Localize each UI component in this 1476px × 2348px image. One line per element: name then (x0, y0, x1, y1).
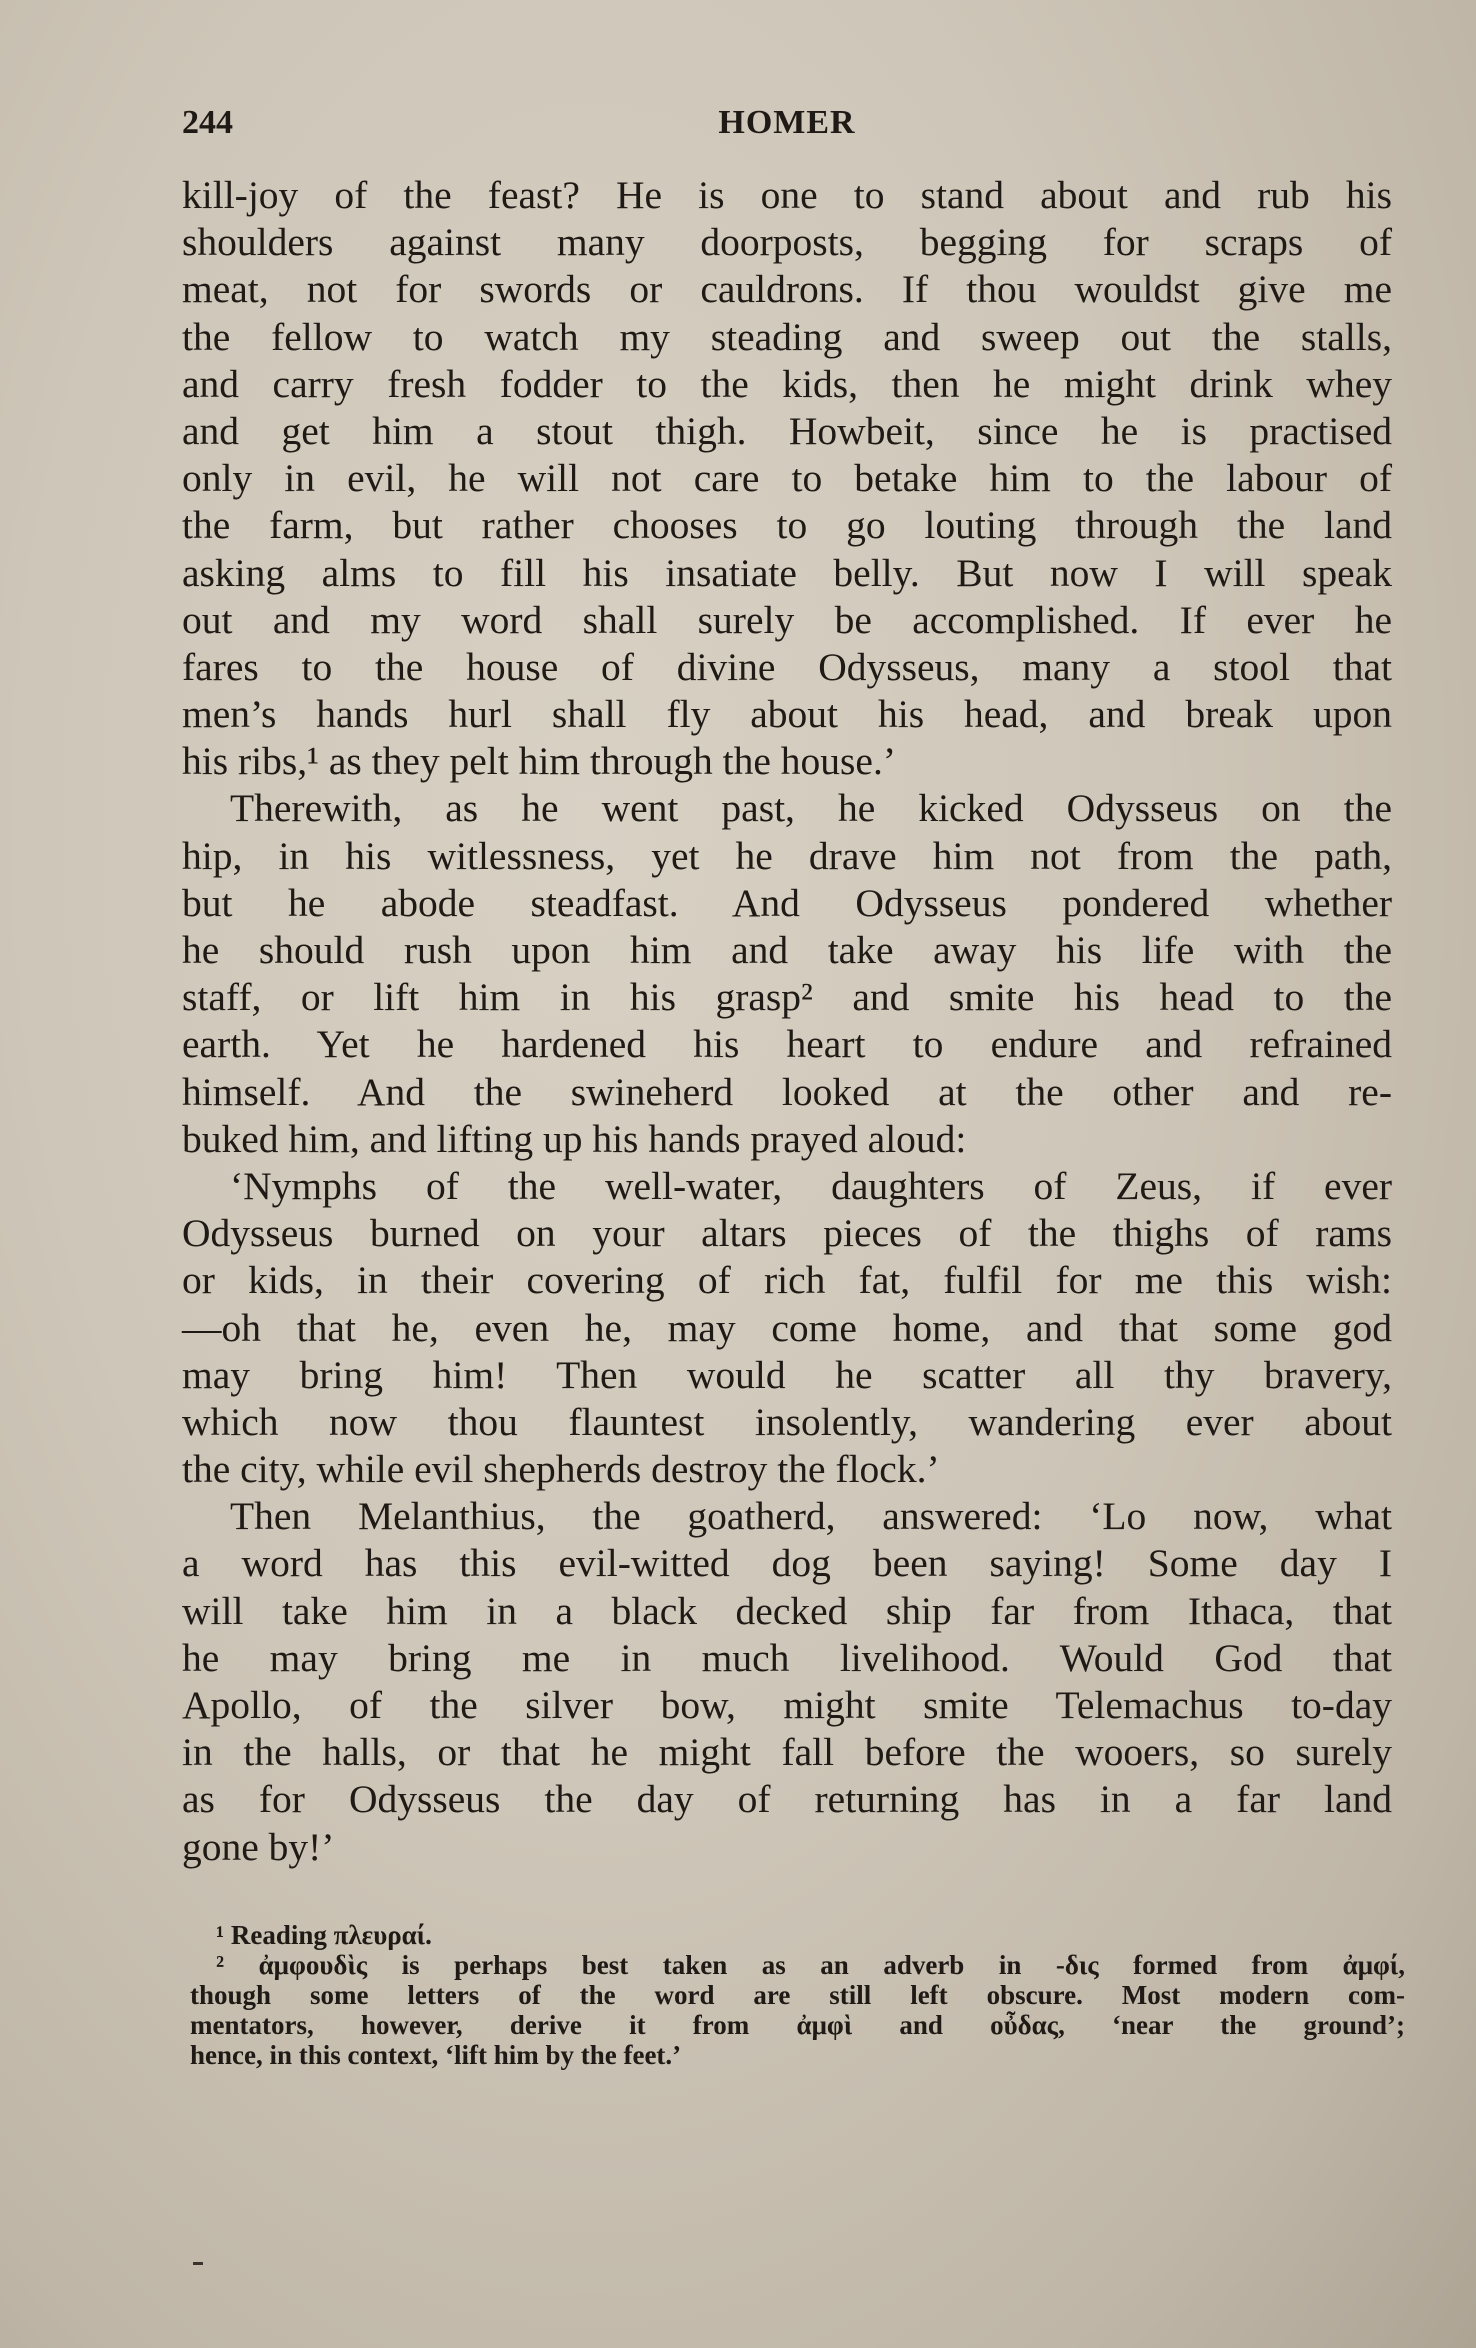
text-line: asking alms to fill his insatiate belly. But now I will speak (182, 550, 1392, 595)
footnote-line: ¹ Reading πλευραί. (216, 1920, 432, 1950)
text-line: himself. And the swineherd looked at the other and re- (182, 1069, 1392, 1114)
print-mark (193, 2262, 203, 2265)
footnote-line: hence, in this context, ‘lift him by the feet.’ (190, 2040, 682, 2070)
text-line: as for Odysseus the day of returning has in a far land (182, 1777, 1392, 1822)
text-line: —oh that he, even he, may come home, and that some god (182, 1305, 1392, 1350)
page-header (182, 104, 1392, 156)
text-line: his ribs,¹ as they pelt him through the house.’ (182, 739, 896, 784)
text-line: Odysseus burned on your altars pieces of the thighs of rams (182, 1211, 1392, 1256)
text-line: he may bring me in much livelihood. Would God that (182, 1635, 1392, 1680)
text-line: only in evil, he will not care to betake him to the labour of (182, 456, 1392, 501)
running-head: HOMER (718, 104, 856, 141)
text-line: ‘Nymphs of the well-water, daughters of Zeus, if ever (230, 1163, 1392, 1208)
text-line: Therewith, as he went past, he kicked Odysseus on the (230, 786, 1392, 831)
text-line: hip, in his witlessness, yet he drave him not from the path, (182, 833, 1392, 878)
text-line: will take him in a black decked ship far from Ithaca, that (182, 1588, 1392, 1633)
text-line: men’s hands hurl shall fly about his head, and break upon (182, 692, 1392, 737)
body-text (182, 172, 1392, 1871)
text-line: kill-joy of the feast? He is one to stand about and rub his (182, 173, 1392, 217)
text-line: fares to the house of divine Odysseus, many a stool that (182, 644, 1392, 689)
text-line: or kids, in their covering of rich fat, fulfil for me this wish: (182, 1258, 1392, 1303)
text-line: gone by!’ (182, 1824, 335, 1869)
text-line: he should rush upon him and take away his life with the (182, 928, 1392, 972)
text-line: Then Melanthius, the goatherd, answered: ‘Lo now, what (230, 1494, 1392, 1539)
text-line: out and my word shall surely be accomplished. If ever he (182, 597, 1392, 642)
text-line: but he abode steadfast. And Odysseus pondered whether (182, 880, 1392, 925)
text-line: the fellow to watch my steading and sweep out the stalls, (182, 314, 1392, 359)
text-line: and get him a stout thigh. Howbeit, since he is practised (182, 408, 1392, 453)
text-line: earth. Yet he hardened his heart to endure and refrained (182, 1022, 1392, 1067)
text-line: the farm, but rather chooses to go louting through the land (182, 503, 1392, 548)
text-line: meat, not for swords or cauldrons. If thou wouldst give me (182, 267, 1392, 312)
text-line: shoulders against many doorposts, begging for scraps of (182, 220, 1392, 265)
footnotes (190, 1920, 1405, 2070)
text-line: staff, or lift him in his grasp² and smite his head to the (182, 975, 1392, 1020)
text-line: which now thou flauntest insolently, wandering ever about (182, 1399, 1392, 1444)
text-line: the city, while evil shepherds destroy the flock.’ (182, 1447, 940, 1492)
footnote-line: though some letters of the word are still left obscure. Most modern com- (190, 1980, 1405, 2010)
text-line: and carry fresh fodder to the kids, then he might drink whey (182, 361, 1392, 406)
footnote-line: mentators, however, derive it from ἀμφὶ and οὖδας, ‘near the ground’; (190, 2010, 1405, 2040)
text-line: Apollo, of the silver bow, might smite Telemachus to-day (182, 1683, 1392, 1727)
page-number: 244 (182, 104, 233, 141)
text-line: buked him, and lifting up his hands prayed aloud: (182, 1116, 967, 1161)
text-line: in the halls, or that he might fall before the wooers, so surely (182, 1730, 1392, 1775)
text-line: may bring him! Then would he scatter all thy bravery, (182, 1352, 1392, 1397)
text-line: a word has this evil-witted dog been saying! Some day I (182, 1541, 1392, 1586)
footnote-line: ² ἀμφουδὶς is perhaps best taken as an adverb in -δις formed from ἀμφί, (216, 1950, 1405, 1980)
